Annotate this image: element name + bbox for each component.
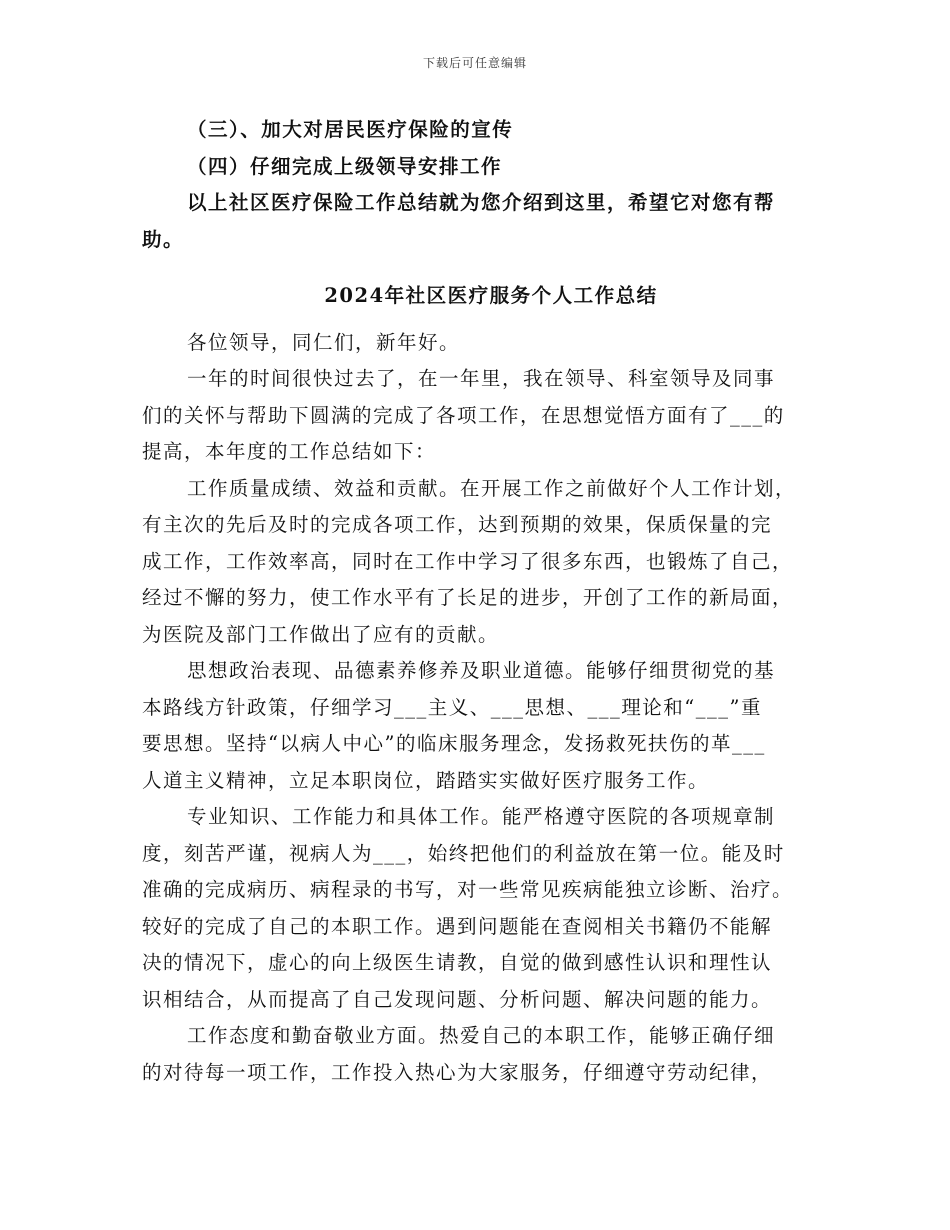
paragraph-line: 度，刻苦严谨，视病人为___，始终把他们的利益放在第一位。能及时 — [142, 841, 785, 865]
paragraph-line: 一年的时间很快过去了，在一年里，我在领导、科室领导及同事 — [187, 367, 776, 390]
paragraph-line: 识相结合，从而提高了自己发现问题、分析问题、解决问题的能力。 — [142, 987, 773, 1011]
paragraph-line: 人道主义精神，立足本职岗位，踏踏实实做好医疗服务工作。 — [142, 768, 710, 792]
paragraph-line: 有主次的先后及时的完成各项工作，达到预期的效果，保质保量的完 — [142, 513, 773, 536]
paragraph-line: 提高，本年度的工作总结如下： — [142, 440, 437, 463]
section-heading-3: （三）、加大对居民医疗保险的宣传 — [187, 118, 514, 141]
paragraph-line: 决的情况下，虚心的向上级医生请教，自觉的做到感性认识和理性认 — [142, 951, 773, 974]
paragraph-line: 成工作，工作效率高，同时在工作中学习了很多东西，也锻炼了自己， — [142, 549, 794, 573]
paragraph-1 — [142, 361, 810, 471]
paragraph-line: 较好的完成了自己的本职工作。遇到问题能在查阅相关书籍仍不能解 — [142, 914, 773, 938]
paragraph-line: 要思想。坚持“以病人中心”的临床服务理念，发扬救死扶伤的革___ — [142, 732, 766, 755]
page-header: 下载后可任意编辑 — [422, 56, 527, 70]
paragraph-line: 思想政治表现、品德素养修养及职业道德。能够仔细贯彻党的基 — [187, 659, 776, 682]
paragraph-line: 经过不懈的努力，使工作水平有了长足的进步，开创了工作的新局面， — [142, 586, 794, 609]
section-heading-4: （四）仔细完成上级领导安排工作 — [187, 154, 503, 178]
paragraph-line: 工作态度和勤奋敬业方面。热爱自己的本职工作，能够正确仔细 — [187, 1024, 776, 1047]
paragraph-2 — [142, 471, 810, 654]
closing-line-1: 以上社区医疗保险工作总结就为您介绍到这里，希望它对您有帮 — [187, 191, 776, 214]
paragraph-line: 为医院及部门工作做出了应有的贡献。 — [142, 622, 500, 646]
article-title: 2024年社区医疗服务个人工作总结 — [324, 284, 658, 307]
paragraph-line: 的对待每一项工作，工作投入热心为大家服务，仔细遵守劳动纪律， — [142, 1060, 773, 1084]
paragraph-5 — [142, 1018, 810, 1091]
paragraph-4 — [142, 799, 810, 1018]
paragraph-line: 准确的完成病历、病程录的书写，对一些常见疾病能独立诊断、治疗。 — [142, 878, 794, 901]
greeting: 各位领导，同仁们，新年好。 — [187, 330, 461, 354]
paragraph-line: 专业知识、工作能力和具体工作。能严格遵守医院的各项规章制 — [187, 805, 776, 828]
paragraph-line: 们的关怀与帮助下圆满的完成了各项工作，在思想觉悟方面有了___的 — [142, 403, 785, 427]
paragraph-line: 本路线方针政策，仔细学习___主义、___思想、___理论和“___”重 — [142, 695, 762, 719]
paragraph-3 — [142, 653, 810, 799]
document-body — [142, 112, 810, 1091]
closing-line-2: 助。 — [142, 227, 185, 251]
paragraph-line: 工作质量成绩、效益和贡献。在开展工作之前做好个人工作计划， — [187, 476, 797, 500]
